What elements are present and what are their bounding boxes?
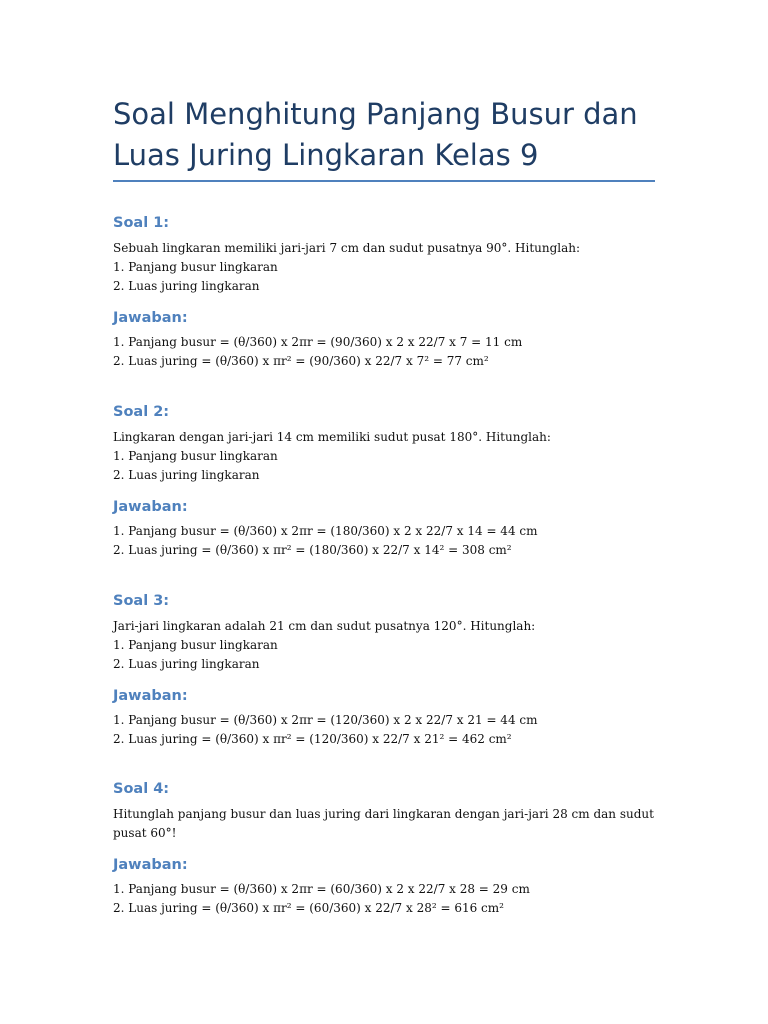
soal-2-answer-2: 2. Luas juring = (θ/360) x πr² = (180/360) x 22/7 x 14² = 308 cm²: [113, 543, 512, 557]
soal-2-heading: Soal 2:: [113, 404, 170, 420]
soal-2-section: [113, 402, 658, 560]
soal-4-answer-1: 1. Panjang busur = (θ/360) x 2πr = (60/360) x 2 x 22/7 x 28 = 29 cm: [113, 882, 530, 896]
soal-4-question: Hitunglah panjang busur dan luas juring dari lingkaran dengan jari-jari 28 cm dan sudut pusat 60°!: [113, 807, 654, 840]
soal-2-answer-1: 1. Panjang busur = (θ/360) x 2πr = (180/360) x 2 x 22/7 x 14 = 44 cm: [113, 524, 538, 538]
soal-4-section: [113, 779, 658, 918]
soal-1-heading: Soal 1:: [113, 215, 170, 231]
soal-4-answer-2: 2. Luas juring = (θ/360) x πr² = (60/360) x 22/7 x 28² = 616 cm²: [113, 901, 504, 915]
soal-1-item-1: 1. Panjang busur lingkaran: [113, 260, 278, 274]
page-title: Soal Menghitung Panjang Busur dan Luas Juring Lingkaran Kelas 9: [113, 97, 638, 172]
soal-3-item-2: 2. Luas juring lingkaran: [113, 657, 260, 671]
soal-3-question: Jari-jari lingkaran adalah 21 cm dan sudut pusatnya 120°. Hitunglah:: [113, 619, 536, 633]
soal-1-section: [113, 213, 658, 371]
soal-1-answer-heading: Jawaban:: [113, 310, 188, 326]
soal-3-section: [113, 591, 658, 749]
soal-4-heading: Soal 4:: [113, 781, 170, 797]
soal-3-answer-1: 1. Panjang busur = (θ/360) x 2πr = (120/360) x 2 x 22/7 x 21 = 44 cm: [113, 713, 538, 727]
soal-2-answer-heading: Jawaban:: [113, 499, 188, 515]
soal-2-question: Lingkaran dengan jari-jari 14 cm memiliki sudut pusat 180°. Hitunglah:: [113, 430, 551, 444]
soal-2-item-1: 1. Panjang busur lingkaran: [113, 449, 278, 463]
soal-3-item-1: 1. Panjang busur lingkaran: [113, 638, 278, 652]
title-underline: [113, 180, 655, 182]
soal-3-answer-2: 2. Luas juring = (θ/360) x πr² = (120/360) x 22/7 x 21² = 462 cm²: [113, 732, 512, 746]
soal-1-answer-1: 1. Panjang busur = (θ/360) x 2πr = (90/360) x 2 x 22/7 x 7 = 11 cm: [113, 335, 523, 349]
soal-2-item-2: 2. Luas juring lingkaran: [113, 468, 260, 482]
soal-3-answer-heading: Jawaban:: [113, 688, 188, 704]
soal-4-answer-heading: Jawaban:: [113, 857, 188, 873]
soal-1-question: Sebuah lingkaran memiliki jari-jari 7 cm dan sudut pusatnya 90°. Hitunglah:: [113, 241, 581, 255]
soal-1-item-2: 2. Luas juring lingkaran: [113, 279, 260, 293]
soal-1-answer-2: 2. Luas juring = (θ/360) x πr² = (90/360) x 22/7 x 7² = 77 cm²: [113, 354, 489, 368]
soal-3-heading: Soal 3:: [113, 593, 170, 609]
